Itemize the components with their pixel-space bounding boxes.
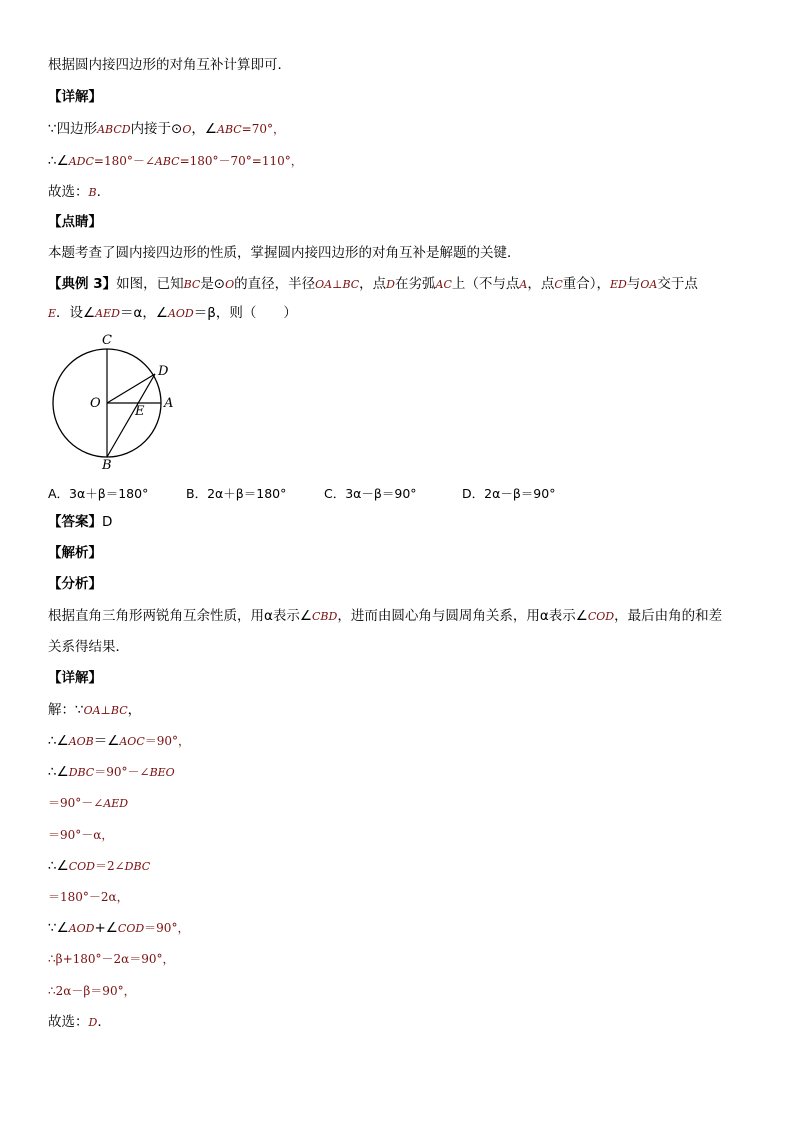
text-run: 的直径，半径 [234, 276, 316, 292]
text-run: 重合）， [562, 276, 610, 292]
math-run: AOB [68, 735, 94, 748]
detail2-choose [48, 1014, 102, 1031]
example3-line-1 [48, 276, 698, 293]
solution-step-9 [48, 951, 175, 967]
number-run: ＝2∠ [94, 859, 125, 873]
text-run: 内接于⊙ [130, 121, 183, 137]
chord-bd [107, 374, 155, 457]
example3-line-2 [48, 305, 297, 322]
text-run: 是⊙ [200, 276, 226, 292]
solution-step-3 [48, 764, 175, 781]
math-run: D [88, 1016, 98, 1029]
label-a: A [164, 396, 174, 411]
number-run: ∴β+180°－2α＝90°， [48, 952, 175, 966]
math-run: COD [587, 610, 615, 623]
math-run: OA [640, 278, 658, 291]
text-run: 故选： [48, 184, 89, 200]
text-run: ∴∠ [48, 153, 69, 169]
text-run: ＝∠ [93, 733, 120, 749]
text-run: 解：∵ [48, 702, 84, 718]
math-run: E [48, 307, 57, 320]
text-run: ．设∠ [56, 305, 96, 321]
math-run: COD [68, 860, 95, 873]
math-run: ABCD [97, 123, 131, 136]
text-run: ，进而由圆心角与圆周角关系，用α表示∠ [337, 608, 588, 624]
solution-step-10 [48, 983, 136, 999]
answer-value: D [102, 514, 113, 530]
math-run: AC [435, 278, 452, 291]
fenxi-line-2: 关系得结果． [48, 639, 129, 655]
math-run: B [88, 186, 97, 199]
text-run: . [97, 1014, 102, 1030]
text-run: ，∠ [191, 121, 218, 137]
text-run: ∴∠ [48, 858, 69, 874]
math-run: O [225, 278, 235, 291]
text-run: . [96, 184, 101, 200]
circle-figure [40, 328, 190, 478]
text-run: 如图，已知 [116, 276, 184, 292]
text-run: 在劣弧 [395, 276, 436, 292]
text-run: 与 [626, 276, 641, 292]
detail-choose [48, 184, 101, 201]
intro-text: 根据圆内接四边形的对角互补计算即可． [48, 57, 291, 73]
option-d: D．2α－β＝90° [462, 486, 556, 501]
solution-step-1 [48, 702, 141, 719]
math-run: AED [103, 797, 129, 810]
detail-line-1 [48, 121, 285, 138]
math-run: ABC [217, 123, 242, 136]
fenxi-heading: 【分析】 [48, 576, 102, 592]
label-c: C [102, 333, 112, 348]
text-run: ， [127, 702, 142, 718]
math-run: CBD [312, 610, 338, 623]
solution-step-7 [48, 889, 129, 905]
math-run: O [182, 123, 192, 136]
detail-line-2 [48, 153, 303, 170]
fenxi-line-1 [48, 608, 722, 625]
text-run: ∵四边形 [48, 121, 98, 137]
math-run: A [519, 278, 528, 291]
text-run: ∴∠ [48, 764, 69, 780]
text-run: 根据直角三角形两锐角互余性质，用α表示∠ [48, 608, 313, 624]
analysis-heading: 【解析】 [48, 545, 102, 561]
math-run: BC [183, 278, 201, 291]
text-run: ∴∠ [48, 733, 69, 749]
text-run: ，最后由角的和差 [614, 608, 723, 624]
label-b: B [102, 458, 112, 473]
text-run: ，点 [527, 276, 555, 292]
number-run: ＝90°－∠ [48, 796, 104, 810]
text-run: 交于点 [657, 276, 698, 292]
math-run: DBC [124, 860, 151, 873]
solution-step-2 [48, 733, 190, 750]
number-run: ＝90°－α， [48, 828, 114, 842]
detail2-heading: 【详解】 [48, 670, 102, 686]
detail-heading: 【详解】 [48, 89, 102, 105]
math-run: AED [95, 307, 120, 320]
number-run: =180°－70°=110°， [179, 154, 303, 168]
text-run: 故选： [48, 1014, 89, 1030]
solution-step-8 [48, 920, 189, 937]
point-heading: 【点睛】 [48, 214, 102, 230]
math-run: BEO [149, 766, 175, 779]
number-run: ＝180°－2α， [48, 890, 129, 904]
math-run: ABC [154, 155, 180, 168]
number-run: ＝90°， [144, 734, 191, 748]
math-run: COD [117, 922, 145, 935]
point-text: 本题考查了圆内接四边形的性质，掌握圆内接四边形的对角互补是解题的关键． [48, 245, 521, 261]
text-run: ，点 [359, 276, 387, 292]
text-run: ＝α，∠ [119, 305, 168, 321]
math-run: AOD [167, 307, 194, 320]
number-run: ＝90°， [144, 921, 190, 935]
text-run: ∵∠ [48, 920, 69, 936]
label-o: O [90, 396, 101, 411]
label-e: E [135, 404, 145, 419]
solution-step-6 [48, 858, 150, 875]
example-tag: 【典例 3】 [48, 276, 117, 292]
math-run: OA⊥BC [315, 278, 360, 291]
option-b: B．2α＋β＝180° [186, 486, 287, 501]
text-run: 上（不与点 [451, 276, 520, 292]
number-run: =70°， [241, 122, 285, 136]
answer-heading: 【答案】 [48, 514, 102, 530]
math-run: DBC [68, 766, 95, 779]
text-run: +∠ [94, 920, 118, 936]
math-run: D [386, 278, 395, 291]
math-run: AOC [119, 735, 145, 748]
number-run: =180°－∠ [93, 154, 155, 168]
text-run: ＝β，则（ ） [193, 305, 297, 321]
math-run: C [554, 278, 563, 291]
math-run: ADC [68, 155, 94, 168]
answer-line [48, 514, 112, 530]
solution-step-4 [48, 795, 128, 812]
math-run: OA⊥BC [83, 704, 128, 717]
math-run: AOD [68, 922, 95, 935]
segment-od [107, 374, 155, 403]
number-run: ＝90°－∠ [94, 765, 150, 779]
label-d: D [158, 364, 169, 379]
option-c: C．3α－β＝90° [324, 486, 417, 501]
solution-step-5 [48, 827, 113, 843]
number-run: ∴2α－β＝90°， [48, 984, 136, 998]
option-a: A．3α＋β＝180° [48, 486, 149, 501]
math-run: ED [610, 278, 627, 291]
